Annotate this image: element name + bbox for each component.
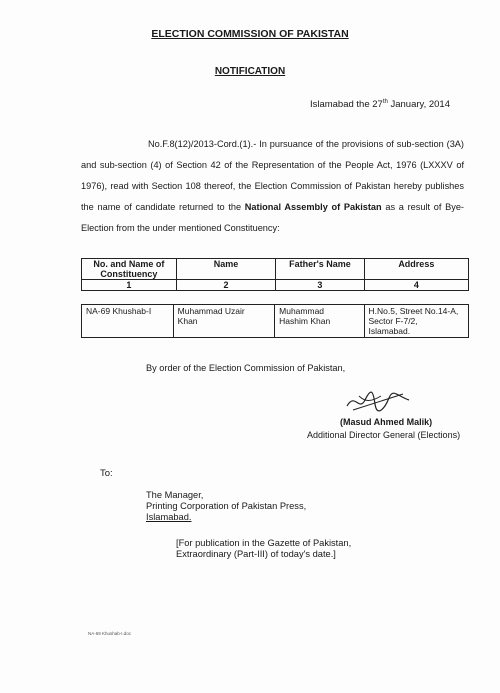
signatory-title: Additional Director General (Elections) — [307, 430, 461, 440]
col-number-2: 2 — [176, 280, 275, 291]
col-name-header: Name — [176, 259, 275, 280]
publication-line-1: [For publication in the Gazette of Pakistan, — [176, 538, 352, 548]
recipient-line-1: The Manager, — [146, 490, 204, 500]
col-number-4: 4 — [364, 280, 468, 291]
date-suffix: January, 2014 — [387, 99, 450, 111]
cell-name: Muhammad Uzair Khan — [173, 305, 274, 338]
para-text-2: as a result of Bye-Election from the under mentioned Constituency: — [81, 202, 464, 233]
notification-title: NOTIFICATION — [214, 66, 286, 77]
col-address-header: Address — [364, 259, 468, 280]
commission-heading: ELECTION COMMISSION OF PAKISTAN — [151, 28, 349, 40]
cell-constituency: NA-69 Khushab-I — [82, 305, 174, 338]
date-prefix: Islamabad the 27 — [309, 99, 383, 111]
col-number-3: 3 — [276, 280, 364, 291]
col-father-header: Father's Name — [276, 259, 364, 280]
notification-paragraph — [81, 134, 464, 239]
order-line: By order of the Election Commission of Pakistan, — [146, 363, 346, 373]
publication-note — [176, 538, 446, 560]
col-constituency-header: No. and Name of Constituency — [82, 259, 177, 280]
recipient-line-3: Islamabad. — [146, 512, 192, 522]
date-line — [310, 99, 450, 110]
signatory-name: (Masud Ahmed Malik) — [340, 417, 433, 427]
results-table-header — [81, 258, 469, 291]
col-number-1: 1 — [82, 280, 177, 291]
results-table-row — [81, 304, 469, 338]
cell-address: H.No.5, Street No.14-A, Sector F-7/2, Islamabad. — [364, 305, 468, 338]
signature-scribble — [345, 386, 411, 416]
publication-line-2: Extraordinary (Part-III) of today's date.] — [176, 549, 336, 559]
recipient-address — [146, 490, 406, 523]
recipient-line-2: Printing Corporation of Pakistan Press, — [146, 501, 307, 511]
para-text-1: No.F.8(12)/2013-Cord.(1).- In pursuance of the provisions of sub-section (3A) and sub-section (4) of Section 42 of the Representation of the People Act, 1976 (LXXXV of 1976), read with Section 108 thereof, the Election Commission of Pakistan hereby publishes the name of candidate returned to the — [81, 139, 464, 212]
cell-father: Muhammad Hashim Khan — [275, 305, 364, 338]
date-superscript: th — [382, 99, 388, 105]
table-row — [82, 305, 469, 338]
para-bold: National Assembly of Pakistan — [244, 202, 382, 212]
to-label: To: — [100, 468, 113, 479]
file-footer: NA-69 Khushab-I.doc — [88, 631, 132, 636]
